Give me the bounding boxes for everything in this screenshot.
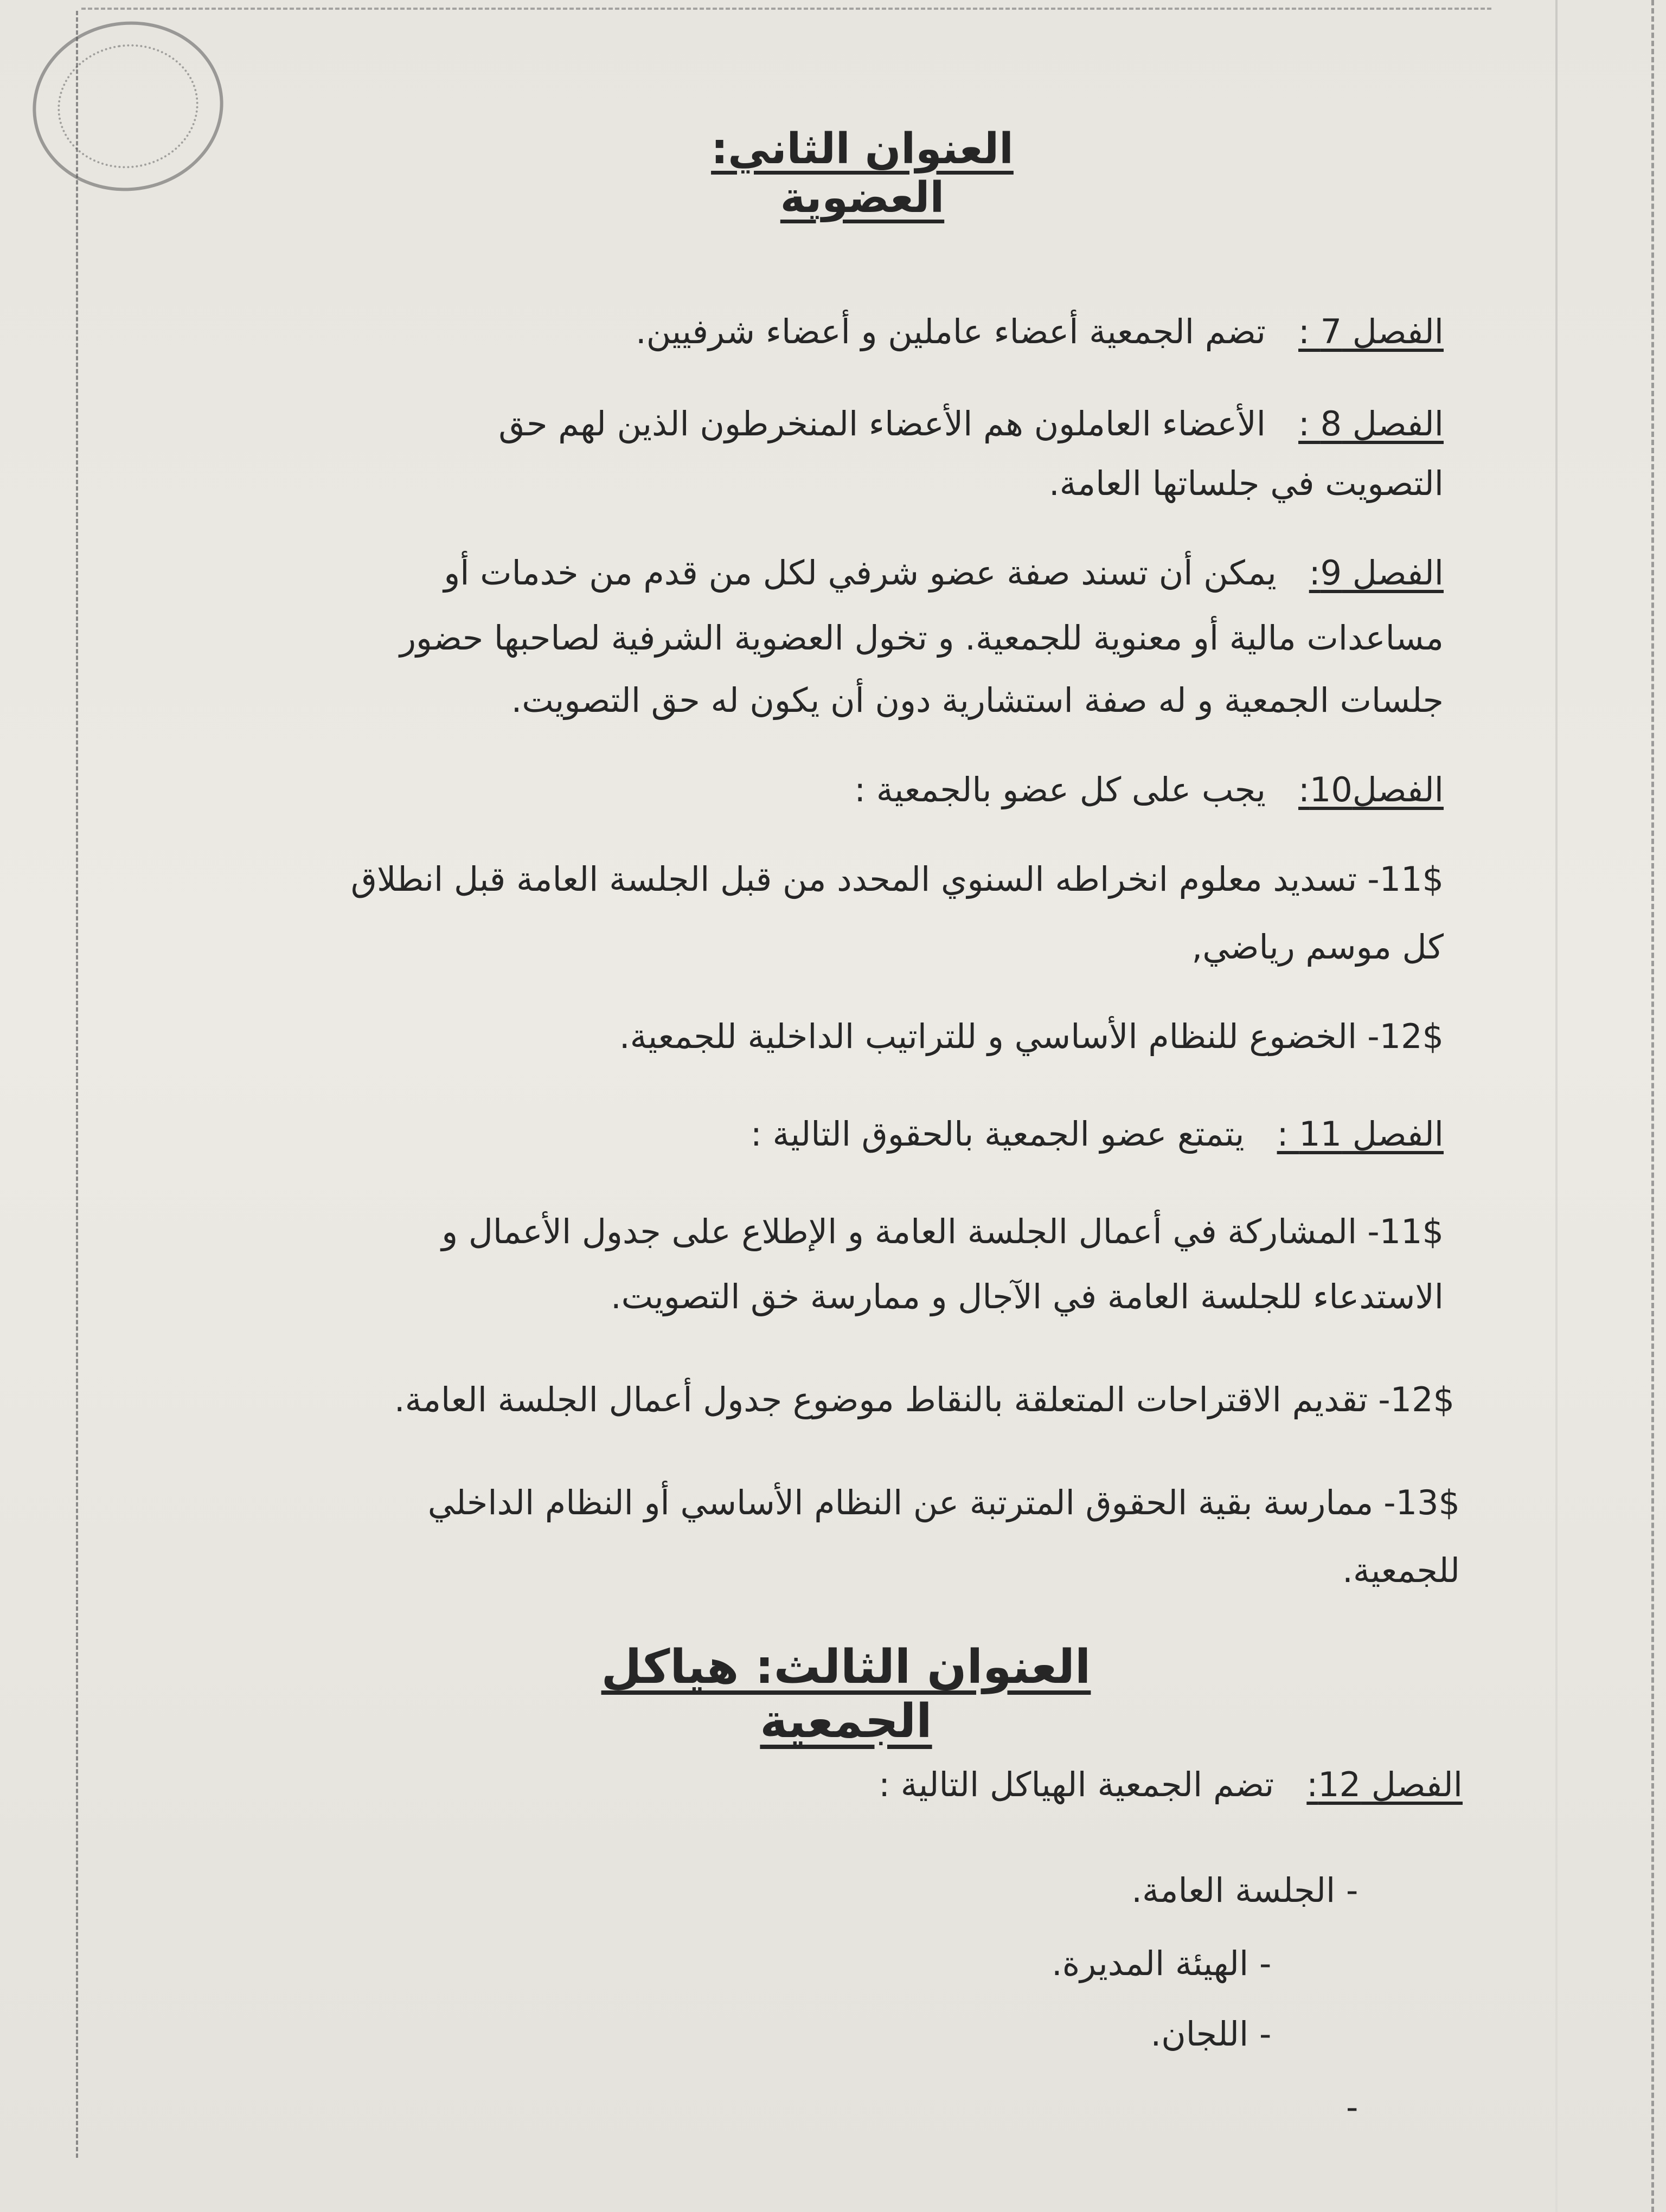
chapter-11-item-3 bbox=[0, 1483, 1666, 1523]
structure-item-4 bbox=[0, 2087, 1666, 2127]
chapter-11-item-1 bbox=[0, 1212, 1666, 1252]
structure-item-1-text: الجلسة العامة. bbox=[1131, 1870, 1336, 1910]
official-stamp bbox=[22, 9, 234, 203]
chapter-9-line-1: يمكن أن تسند صفة عضو شرفي لكل من قدم من خدمات أو bbox=[444, 553, 1277, 593]
chapter-11-item-1-number: 11$- bbox=[1367, 1212, 1444, 1251]
chapter-11-item-3-line-1: ممارسة بقية الحقوق المترتبة عن النظام الأساسي أو النظام الداخلي bbox=[427, 1483, 1374, 1522]
chapter-12-text: تضم الجمعية الهياكل التالية : bbox=[879, 1765, 1274, 1804]
structure-item-2-dash: - bbox=[1259, 1944, 1272, 1983]
chapter-10-item-1-line-1: تسديد معلوم انخراطه السنوي المحدد من قبل الجلسة العامة قبل انطلاق bbox=[350, 859, 1357, 899]
chapter-11-item-2 bbox=[0, 1380, 1666, 1420]
structure-item-2 bbox=[0, 1944, 1666, 1984]
chapter-11-item-3-number: 13$- bbox=[1383, 1483, 1460, 1522]
chapter-10-item-2-text: الخضوع للنظام الأساسي و للتراتيب الداخلية للجمعية. bbox=[619, 1017, 1357, 1056]
chapter-9-line-3: جلسات الجمعية و له صفة استشارية دون أن يكون له حق التصويت. bbox=[511, 680, 1444, 720]
chapter-11-text: يتمتع عضو الجمعية بالحقوق التالية : bbox=[750, 1114, 1245, 1154]
chapter-10-text: يجب على كل عضو بالجمعية : bbox=[854, 770, 1266, 809]
chapter-7 bbox=[0, 312, 1666, 352]
chapter-10-item-1-line-2: كل موسم رياضي, bbox=[1191, 927, 1444, 967]
chapter-7-label: الفصل 7 : bbox=[1298, 312, 1444, 351]
section-title-structures: العنوان الثالث: هياكل الجمعية bbox=[601, 1640, 1091, 1748]
chapter-9 bbox=[0, 553, 1666, 593]
chapter-10-item-2-number: 12$- bbox=[1367, 1017, 1444, 1056]
chapter-12-label: الفصل 12: bbox=[1306, 1765, 1463, 1804]
chapter-8-line-1: الأعضاء العاملون هم الأعضاء المنخرطون الذين لهم حق bbox=[498, 404, 1266, 443]
chapter-11-item-2-text: تقديم الاقتراحات المتعلقة بالنقاط موضوع جدول أعمال الجلسة العامة. bbox=[394, 1380, 1368, 1419]
chapter-7-text: تضم الجمعية أعضاء عاملين و أعضاء شرفيين. bbox=[636, 312, 1266, 351]
chapter-9-line-2: مساعدات مالية أو معنوية للجمعية. و تخول العضوية الشرفية لصاحبها حضور bbox=[400, 618, 1444, 658]
chapter-8 bbox=[0, 404, 1666, 444]
structure-item-3-dash: - bbox=[1259, 2014, 1272, 2054]
chapter-11-item-2-number: 12$- bbox=[1378, 1380, 1454, 1419]
chapter-9-label: الفصل 9: bbox=[1309, 553, 1444, 593]
structure-item-1-dash: - bbox=[1346, 1870, 1359, 1910]
structure-item-4-dash: - bbox=[1346, 2087, 1359, 2127]
section-title-membership: العنوان الثاني: العضوية bbox=[711, 125, 1014, 222]
structure-item-2-text: الهيئة المديرة. bbox=[1052, 1944, 1249, 1983]
structure-item-1 bbox=[0, 1870, 1666, 1911]
chapter-8-label: الفصل 8 : bbox=[1298, 404, 1444, 443]
chapter-11-item-1-line-2: الاستدعاء للجلسة العامة في الآجال و ممارسة خق التصويت. bbox=[610, 1277, 1444, 1316]
chapter-12 bbox=[0, 1765, 1666, 1805]
chapter-10-label: الفصل10: bbox=[1298, 770, 1444, 809]
structure-item-3-text: اللجان. bbox=[1150, 2014, 1249, 2054]
chapter-10-item-1-number: 11$- bbox=[1367, 859, 1444, 899]
chapter-11-label: الفصل 11 : bbox=[1277, 1114, 1444, 1154]
chapter-11 bbox=[0, 1114, 1666, 1154]
chapter-10-item-2 bbox=[0, 1017, 1666, 1057]
chapter-10-item-1 bbox=[0, 859, 1666, 899]
chapter-10 bbox=[0, 770, 1666, 810]
chapter-8-line-2: التصويت في جلساتها العامة. bbox=[1048, 464, 1444, 503]
structure-item-3 bbox=[0, 2014, 1666, 2054]
page-edge-top bbox=[81, 8, 1491, 13]
chapter-11-item-3-line-2: للجمعية. bbox=[1342, 1551, 1460, 1590]
chapter-11-item-1-line-1: المشاركة في أعمال الجلسة العامة و الإطلاع على جدول الأعمال و bbox=[441, 1212, 1357, 1251]
